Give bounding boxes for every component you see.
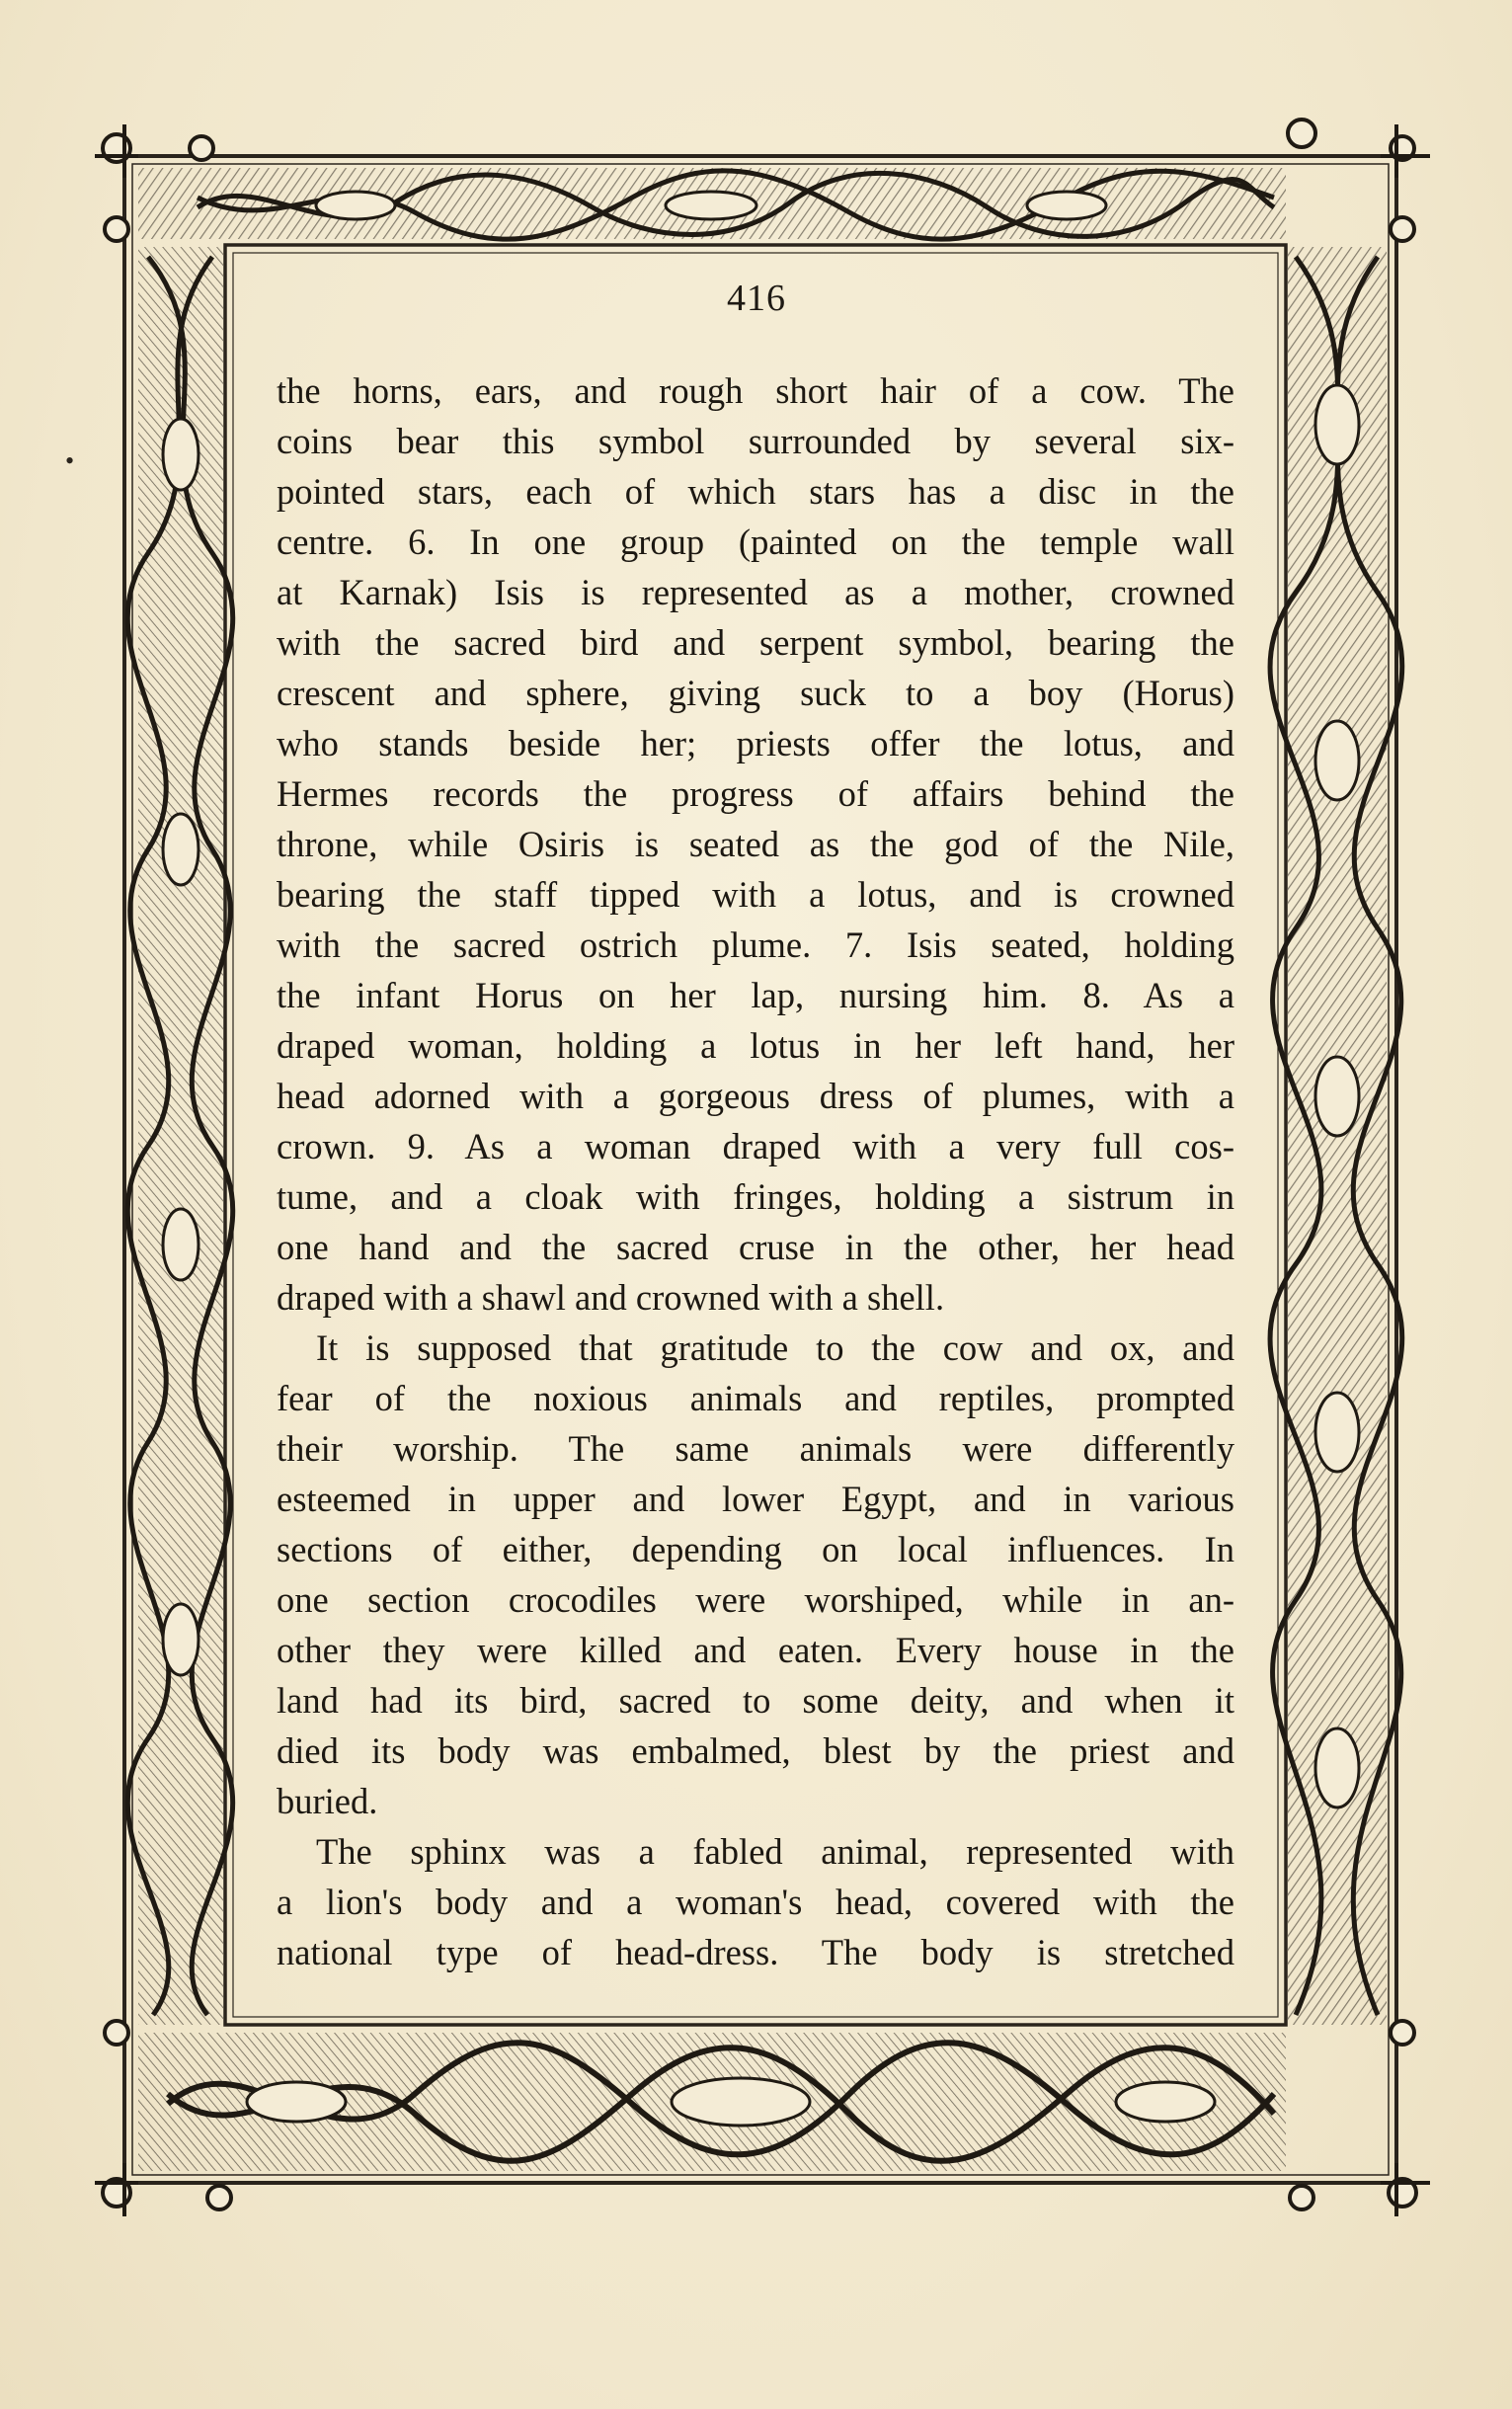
page-number: 416	[727, 278, 786, 319]
text-line: with the sacred ostrich plume. 7. Isis seated, holding	[277, 924, 1234, 965]
text-line: esteemed in upper and lower Egypt, and in various	[277, 1479, 1234, 1519]
text-line: their worship. The same animals were differently	[277, 1428, 1234, 1469]
text-line: the infant Horus on her lap, nursing him. 8. As a	[277, 975, 1234, 1015]
text-line: centre. 6. In one group (painted on the temple wall	[277, 522, 1234, 562]
text-line: head adorned with a gorgeous dress of plumes, with a	[277, 1076, 1234, 1116]
text-line: It is supposed that gratitude to the cow and ox, and	[316, 1327, 1234, 1368]
body-text	[277, 365, 1234, 1977]
text-line: national type of head-dress. The body is stretched	[277, 1932, 1234, 1972]
left-ornament-panel	[138, 247, 223, 2025]
text-line: the horns, ears, and rough short hair of a cow. The	[277, 370, 1234, 411]
text-line: at Karnak) Isis is represented as a mother, crowned	[277, 572, 1234, 612]
text-line: one hand and the sacred cruse in the other, her head	[277, 1227, 1234, 1267]
text-line: a lion's body and a woman's head, covered with the	[277, 1882, 1234, 1922]
text-line: draped woman, holding a lotus in her left hand, her	[277, 1025, 1234, 1066]
margin-mark-icon: •	[65, 446, 75, 475]
text-line: fear of the noxious animals and reptiles, prompted	[277, 1378, 1234, 1418]
text-line: The sphinx was a fabled animal, represented with	[316, 1831, 1234, 1872]
text-line: land had its bird, sacred to some deity, and when it	[277, 1680, 1234, 1721]
text-line: pointed stars, each of which stars has a disc in the	[277, 471, 1234, 512]
text-line: who stands beside her; priests offer the lotus, and	[277, 723, 1234, 763]
text-line: other they were killed and eaten. Every house in the	[277, 1630, 1234, 1670]
text-line: buried.	[277, 1781, 378, 1821]
text-line: died its body was embalmed, blest by the priest and	[277, 1730, 1234, 1771]
text-line: sections of either, depending on local influences. In	[277, 1529, 1234, 1569]
text-line: Hermes records the progress of affairs behind the	[277, 773, 1234, 814]
text-line: tume, and a cloak with fringes, holding a sistrum in	[277, 1176, 1234, 1217]
text-line: one section crocodiles were worshiped, while in an-	[277, 1579, 1234, 1620]
text-line: coins bear this symbol surrounded by several six-	[277, 421, 1234, 461]
text-line: crown. 9. As a woman draped with a very full cos-	[277, 1126, 1234, 1166]
text-line: bearing the staff tipped with a lotus, and is crowned	[277, 874, 1234, 915]
text-line: with the sacred bird and serpent symbol, bearing the	[277, 622, 1234, 663]
text-line: draped with a shawl and crowned with a shell.	[277, 1277, 945, 1318]
text-area	[229, 247, 1284, 2025]
text-line: throne, while Osiris is seated as the god of the Nile,	[277, 824, 1234, 864]
text-line: crescent and sphere, giving suck to a boy (Horus)	[277, 673, 1234, 713]
